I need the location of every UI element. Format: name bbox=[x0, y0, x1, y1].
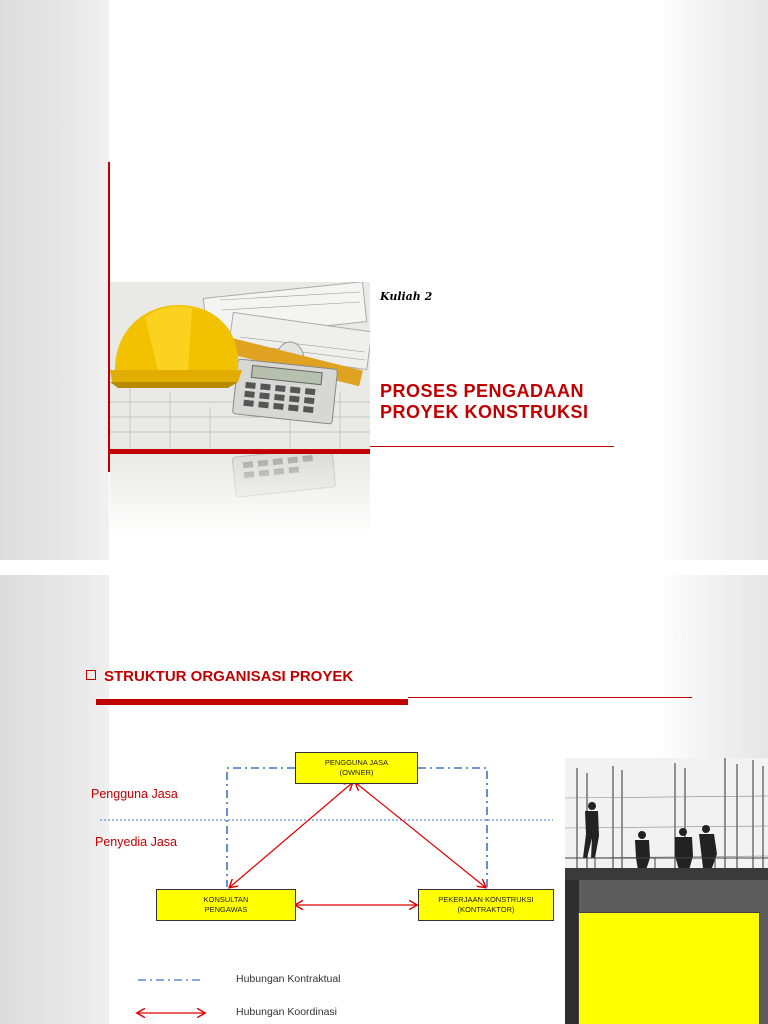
label-penyedia-jasa: Penyedia Jasa bbox=[95, 835, 178, 849]
contract-line-contractor bbox=[418, 768, 487, 887]
contractor-box-line-2: (KONTRAKTOR) bbox=[457, 905, 515, 914]
yellow-box bbox=[578, 912, 760, 1024]
legend-coordination: Hubungan Koordinasi bbox=[236, 1006, 337, 1018]
contract-line-consultant bbox=[227, 768, 295, 887]
label-pengguna-jasa: Pengguna Jasa bbox=[91, 787, 178, 801]
owner-box bbox=[295, 752, 418, 784]
contractor-box-line-1: PEKERJAAN KONSTRUKSI bbox=[438, 895, 534, 904]
legend-contractual: Hubungan Kontraktual bbox=[236, 973, 341, 985]
coord-arrow-owner-consultant bbox=[230, 783, 352, 887]
red-underline-bar bbox=[110, 449, 370, 454]
photo-reflection bbox=[110, 452, 370, 536]
slide-title bbox=[380, 381, 650, 423]
consultant-box bbox=[156, 889, 296, 921]
consultant-box-line-2: PENGAWAS bbox=[204, 905, 248, 914]
title-line-1: PROSES PENGADAAN bbox=[380, 381, 585, 401]
consultant-box-line-1: KONSULTAN bbox=[203, 895, 249, 904]
coord-arrow-owner-contractor bbox=[356, 783, 485, 887]
right-gray-band bbox=[658, 0, 768, 560]
section-heading-text: STRUKTUR ORGANISASI PROYEK bbox=[104, 668, 354, 685]
left-gray-band bbox=[0, 0, 109, 560]
slide-2 bbox=[0, 575, 768, 1024]
red-thin-line bbox=[370, 446, 614, 447]
construction-photo bbox=[110, 282, 370, 450]
contractor-box bbox=[418, 889, 554, 921]
owner-box-line-1: PENGGUNA JASA bbox=[324, 758, 389, 767]
owner-box-line-2: (OWNER) bbox=[339, 768, 374, 777]
lecture-subtitle: Kuliah 2 bbox=[380, 290, 433, 303]
title-line-2: PROYEK KONSTRUKSI bbox=[380, 402, 589, 422]
